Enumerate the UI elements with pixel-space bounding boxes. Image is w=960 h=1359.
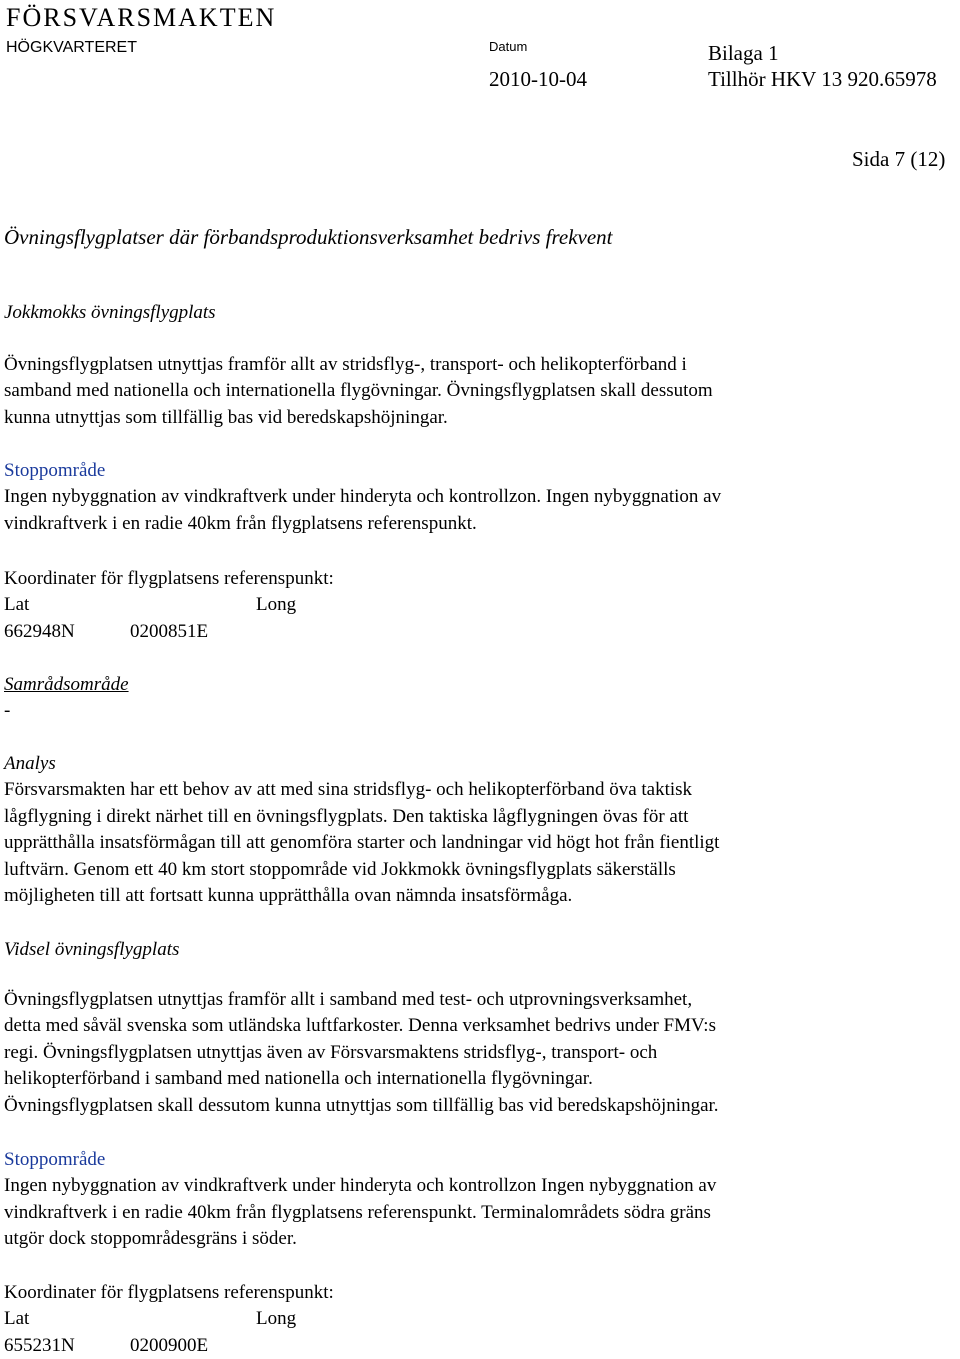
paragraph-line: regi. Övningsflygplatsen utnyttjas även av Försvarsmaktens stridsflyg-, transport- och — [4, 1041, 658, 1063]
organization-name: FÖRSVARSMAKTEN — [6, 3, 277, 32]
paragraph-line: Försvarsmakten har ett behov av att med sina stridsflyg- och helikopterförband öva taktisk — [4, 779, 693, 801]
long-label: Long — [256, 594, 297, 616]
jokkmokk-coordinates — [4, 566, 944, 645]
paragraph-line: möjligheten till att fortsatt kunna upprätthålla ovan nämnda insatsförmåga. — [4, 885, 573, 907]
lat-label: Lat — [4, 1308, 30, 1330]
consultation-value: - — [4, 700, 11, 722]
paragraph-line: helikopterförband i samband med nationella och internationella flygövningar. — [4, 1068, 593, 1090]
paragraph-line: detta med såväl svenska som utländska luftfarkoster. Denna verksamhet bedrivs under FMV:s — [4, 1015, 716, 1037]
document-date: 2010-10-04 — [489, 67, 587, 91]
page-number: Sida 7 (12) — [852, 147, 946, 171]
paragraph-line: Ingen nybyggnation av vindkraftverk under hinderyta och kontrollzon Ingen nybyggnation av — [4, 1175, 717, 1197]
paragraph-line: utgör dock stoppområdesgräns i söder. — [4, 1228, 297, 1250]
paragraph-line: Övningsflygplatsen utnyttjas framför allt i samband med test- och utprovningsverksamhet, — [4, 989, 693, 1010]
jokkmokk-stop-area — [4, 458, 944, 537]
page-title: Övningsflygplatser där förbandsproduktionsverksamhet bedrivs frekvent — [4, 225, 613, 249]
date-label: Datum — [489, 39, 528, 54]
document-body-title — [4, 224, 944, 250]
paragraph-line: vindkraftverk i en radie 40km från flygplatsens referenspunkt. Terminalområdets södra gräns — [4, 1201, 711, 1223]
vidsel-section — [4, 937, 944, 963]
jokkmokk-intro — [4, 352, 944, 431]
coordinates-heading: Koordinater för flygplatsens referenspunkt: — [4, 568, 334, 589]
paragraph-line: Ingen nybyggnation av vindkraftverk under hinderyta och kontrollzon. Ingen nybyggnation av — [4, 486, 722, 508]
paragraph-line: kunna utnyttjas som tillfällig bas vid beredskapshöjningar. — [4, 406, 448, 428]
long-value: 0200851E — [130, 620, 209, 642]
vidsel-stop-area — [4, 1147, 944, 1253]
jokkmokk-consultation-area — [4, 672, 944, 725]
lat-label: Lat — [4, 594, 30, 616]
appendix-label: Bilaga 1 — [708, 41, 779, 65]
vidsel-intro — [4, 987, 944, 1119]
unit-name: HÖGKVARTERET — [6, 39, 137, 56]
jokkmokk-analysis — [4, 751, 944, 909]
stop-area-heading: Stoppområde — [4, 1149, 106, 1170]
analysis-heading: Analys — [4, 753, 56, 774]
lat-value: 662948N — [4, 620, 75, 642]
paragraph-line: vindkraftverk i en radie 40km från flygplatsens referenspunkt. — [4, 512, 477, 534]
stop-area-heading: Stoppområde — [4, 460, 106, 481]
paragraph-line: samband med nationella och internationella flygövningar. Övningsflygplatsen skall dessutom — [4, 380, 713, 402]
paragraph-line: luftvärn. Genom ett 40 km stort stoppområde vid Jokkmokk övningsflygplats säkerställs — [4, 858, 676, 880]
lat-value: 655231N — [4, 1334, 75, 1356]
coordinates-heading: Koordinater för flygplatsens referenspunkt: — [4, 1282, 334, 1303]
consultation-heading: Samrådsområde — [4, 674, 129, 695]
jokkmokk-section — [4, 300, 944, 326]
section-heading: Jokkmokks övningsflygplats — [4, 302, 216, 323]
paragraph-line: lågflygning i direkt närhet till en övningsflygplats. Den taktiska lågflygningen övas för att — [4, 805, 689, 827]
paragraph-line: Övningsflygplatsen utnyttjas framför allt av stridsflyg-, transport- och helikopterförband i — [4, 354, 687, 375]
paragraph-line: Övningsflygplatsen skall dessutom kunna utnyttjas som tillfällig bas vid beredskapshöjningar. — [4, 1094, 719, 1116]
section-heading: Vidsel övningsflygplats — [4, 939, 180, 960]
long-label: Long — [256, 1308, 297, 1330]
reference-number: Tillhör HKV 13 920.65978 — [708, 67, 937, 91]
vidsel-coordinates — [4, 1280, 944, 1359]
paragraph-line: upprätthålla insatsförmågan till att genomföra starter och landningar vid högt hot från fientligt — [4, 832, 720, 854]
long-value: 0200900E — [130, 1334, 209, 1356]
